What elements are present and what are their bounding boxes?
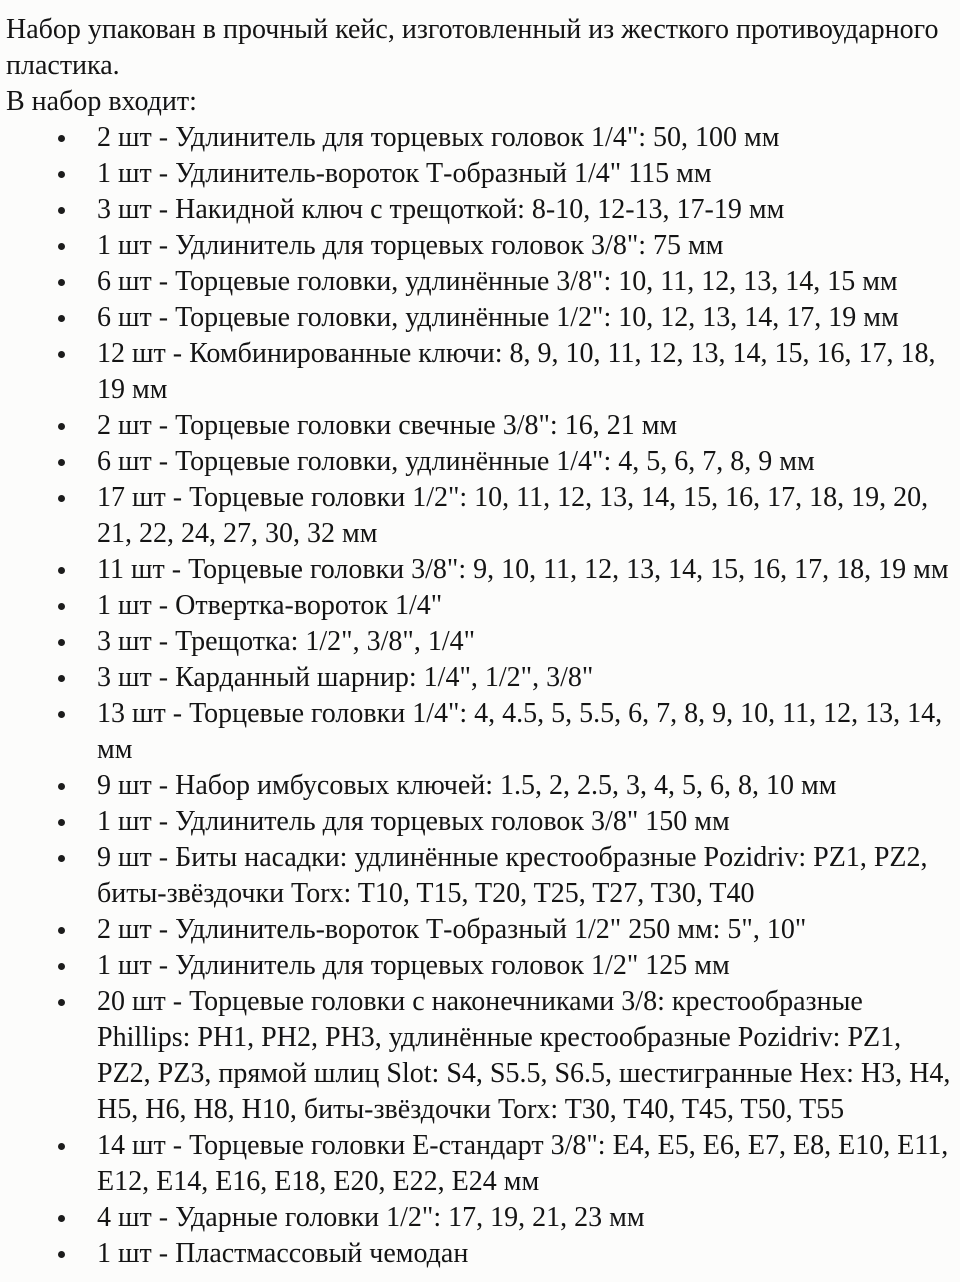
bullet-icon — [58, 567, 65, 574]
list-item-text: 3 шт - Накидной ключ с трещоткой: 8-10, 12-13, 17-19 мм — [97, 194, 785, 225]
list-item — [6, 840, 952, 912]
list-item — [6, 1128, 952, 1200]
list-item — [6, 624, 952, 660]
bullet-icon — [58, 171, 65, 178]
bullet-icon — [58, 135, 65, 142]
list-item — [6, 192, 952, 228]
list-item-text: 2 шт - Удлинитель-вороток Т-образный 1/2" 250 мм: 5", 10" — [97, 914, 807, 945]
bullet-icon — [58, 315, 65, 322]
list-item-text: 1 шт - Удлинитель для торцевых головок 3/8" 150 мм — [97, 806, 730, 837]
list-item — [6, 300, 952, 336]
list-item — [6, 552, 952, 588]
contents-list — [6, 120, 952, 1272]
list-item-text: 1 шт - Удлинитель для торцевых головок 3/8": 75 мм — [97, 230, 724, 261]
list-item — [6, 408, 952, 444]
bullet-icon — [58, 999, 65, 1006]
list-item-text: 1 шт - Пластмассовый чемодан — [97, 1238, 469, 1269]
list-item-text: 1 шт - Отвертка-вороток 1/4" — [97, 590, 443, 621]
list-item — [6, 1236, 952, 1272]
bullet-icon — [58, 459, 65, 466]
list-item-text: 17 шт - Торцевые головки 1/2": 10, 11, 12, 13, 14, 15, 16, 17, 18, 19, 20, 21, 22, 24, 27, 30, 32 мм — [97, 482, 929, 549]
list-item-text: 3 шт - Трещотка: 1/2", 3/8", 1/4" — [97, 626, 476, 657]
list-item-text: 4 шт - Ударные головки 1/2": 17, 19, 21, 23 мм — [97, 1202, 645, 1233]
bullet-icon — [58, 243, 65, 250]
list-item-text: 12 шт - Комбинированные ключи: 8, 9, 10, 11, 12, 13, 14, 15, 16, 17, 18, 19 мм — [97, 338, 936, 405]
bullet-icon — [58, 423, 65, 430]
bullet-icon — [58, 603, 65, 610]
bullet-icon — [58, 675, 65, 682]
list-item — [6, 264, 952, 300]
list-item — [6, 336, 952, 408]
list-item-text: 11 шт - Торцевые головки 3/8": 9, 10, 11, 12, 13, 14, 15, 16, 17, 18, 19 мм — [97, 554, 949, 585]
list-item-text: 6 шт - Торцевые головки, удлинённые 3/8": 10, 11, 12, 13, 14, 15 мм — [97, 266, 898, 297]
list-item-text: 9 шт - Биты насадки: удлинённые крестообразные Pozidriv: PZ1, PZ2, биты-звёздочки Torx: T10, T15, T20, T25, T27, T30, T40 — [97, 842, 928, 909]
list-item-text: 6 шт - Торцевые головки, удлинённые 1/4": 4, 5, 6, 7, 8, 9 мм — [97, 446, 815, 477]
list-item-text: 2 шт - Торцевые головки свечные 3/8": 16, 21 мм — [97, 410, 678, 441]
list-item-text: 9 шт - Набор имбусовых ключей: 1.5, 2, 2.5, 3, 4, 5, 6, 8, 10 мм — [97, 770, 837, 801]
list-item-text: 2 шт - Удлинитель для торцевых головок 1/4": 50, 100 мм — [97, 122, 780, 153]
list-item-text: 1 шт - Удлинитель для торцевых головок 1/2" 125 мм — [97, 950, 730, 981]
list-item — [6, 444, 952, 480]
list-item-text: 20 шт - Торцевые головки с наконечниками 3/8: крестообразные Phillips: PH1, PH2, PH3, удлинённые крестообразные Pozidriv: PZ1, PZ2, PZ3, прямой шлиц Slot: S4, S5.5, S6.5, шестигранные Hex: H3, H4, H5, H6, H8, H10, биты-звёздочки Torx: T30, T40, T45, T50, T55 — [97, 986, 951, 1125]
list-item-text: 6 шт - Торцевые головки, удлинённые 1/2": 10, 12, 13, 14, 17, 19 мм — [97, 302, 899, 333]
contents-heading: В набор входит: — [6, 86, 197, 117]
list-item-text: 13 шт - Торцевые головки 1/4": 4, 4.5, 5, 5.5, 6, 7, 8, 9, 10, 11, 12, 13, 14, мм — [97, 698, 943, 765]
list-item — [6, 228, 952, 264]
list-item — [6, 1200, 952, 1236]
bullet-icon — [58, 495, 65, 502]
bullet-icon — [58, 855, 65, 862]
bullet-icon — [58, 783, 65, 790]
bullet-icon — [58, 963, 65, 970]
list-item — [6, 984, 952, 1128]
bullet-icon — [58, 279, 65, 286]
list-item-text: 14 шт - Торцевые головки Е-стандарт 3/8": E4, E5, E6, E7, E8, E10, E11, E12, E14, E16, E18, E20, E22, E24 мм — [97, 1130, 949, 1197]
bullet-icon — [58, 351, 65, 358]
list-item-text: 1 шт - Удлинитель-вороток Т-образный 1/4" 115 мм — [97, 158, 712, 189]
list-item-text: 3 шт - Карданный шарнир: 1/4", 1/2", 3/8" — [97, 662, 594, 693]
bullet-icon — [58, 1143, 65, 1150]
list-item — [6, 660, 952, 696]
list-item — [6, 912, 952, 948]
list-item — [6, 480, 952, 552]
list-item — [6, 948, 952, 984]
list-item — [6, 696, 952, 768]
bullet-icon — [58, 639, 65, 646]
list-item — [6, 768, 952, 804]
bullet-icon — [58, 711, 65, 718]
bullet-icon — [58, 1215, 65, 1222]
bullet-icon — [58, 927, 65, 934]
list-item — [6, 120, 952, 156]
list-item — [6, 156, 952, 192]
bullet-icon — [58, 1251, 65, 1258]
bullet-icon — [58, 819, 65, 826]
list-item — [6, 588, 952, 624]
list-item — [6, 804, 952, 840]
bullet-icon — [58, 207, 65, 214]
intro-paragraph: Набор упакован в прочный кейс, изготовленный из жесткого противоударного пластика. — [6, 14, 939, 81]
